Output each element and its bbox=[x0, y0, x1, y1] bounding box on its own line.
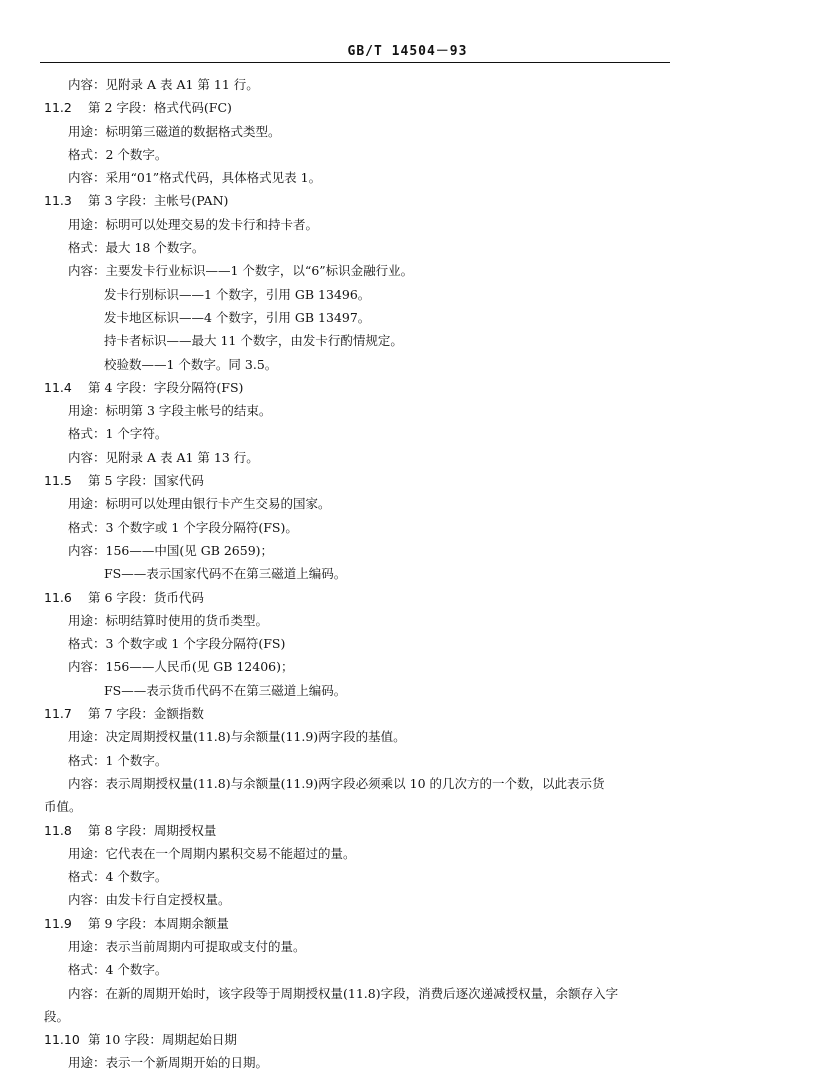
paragraph-line: 格式：4 个数字。 bbox=[68, 869, 168, 885]
section-heading bbox=[0, 189, 815, 212]
section-number: 11.2 bbox=[44, 100, 72, 116]
paragraph-line: 格式：2 个数字。 bbox=[68, 146, 168, 162]
paragraph-line: 内容：见附录 A 表 A1 第 13 行。 bbox=[68, 449, 259, 465]
section-title: 第 10 字段：周期起始日期 bbox=[88, 1032, 237, 1048]
section-title: 第 2 字段：格式代码(FC) bbox=[88, 100, 232, 116]
paragraph-line: 格式：1 个数字。 bbox=[68, 752, 168, 768]
paragraph-line: 内容：采用“01”格式代码，具体格式见表 1。 bbox=[68, 170, 322, 186]
section-number: 11.7 bbox=[44, 706, 72, 722]
paragraph-line: 内容：156——中国(见 GB 2659)； bbox=[68, 542, 274, 558]
paragraph-line: 内容：由发卡行自定授权量。 bbox=[68, 892, 231, 908]
header-rule bbox=[40, 62, 670, 63]
section-number: 11.10 bbox=[44, 1032, 80, 1048]
sub-item-line: FS——表示国家代码不在第三磁道上编码。 bbox=[104, 566, 347, 582]
continuation-line: 段。 bbox=[44, 1008, 70, 1024]
paragraph-line: 格式：3 个数字或 1 个字段分隔符(FS)。 bbox=[68, 519, 298, 535]
paragraph-line: 用途：标明第 3 字段主帐号的结束。 bbox=[68, 403, 272, 419]
paragraph-line: 内容：在新的周期开始时，该字段等于周期授权量(11.8)字段，消费后逐次递减授权量，余额存入字 bbox=[68, 985, 619, 1001]
paragraph-line: 内容：表示周期授权量(11.8)与余额量(11.9)两字段必须乘以 10 的几次方的一个数，以此表示货 bbox=[68, 775, 605, 791]
sub-item-line: FS——表示货币代码不在第三磁道上编码。 bbox=[104, 682, 347, 698]
standard-header: GB/T 14504－93 bbox=[347, 44, 468, 59]
sub-item-line: 发卡行别标识——1 个数字，引用 GB 13496。 bbox=[104, 286, 371, 302]
section-title: 第 3 字段：主帐号(PAN) bbox=[88, 193, 229, 209]
section-heading bbox=[0, 586, 815, 609]
paragraph-line: 格式：最大 18 个数字。 bbox=[68, 240, 205, 256]
section-heading bbox=[0, 819, 815, 842]
section-title: 第 5 字段：国家代码 bbox=[88, 473, 204, 489]
section-heading bbox=[0, 1028, 815, 1051]
section-number: 11.4 bbox=[44, 379, 72, 395]
continuation-line: 币值。 bbox=[44, 799, 82, 815]
paragraph-line: 格式：3 个数字或 1 个字段分隔符(FS) bbox=[68, 636, 286, 652]
document-body bbox=[0, 73, 815, 1075]
paragraph-line: 用途：表示当前周期内可提取或支付的量。 bbox=[68, 938, 306, 954]
section-heading bbox=[0, 912, 815, 935]
section-number: 11.5 bbox=[44, 473, 72, 489]
paragraph-line: 内容：156——人民币(见 GB 12406)； bbox=[68, 659, 294, 675]
section-heading bbox=[0, 376, 815, 399]
paragraph-line: 内容：主要发卡行业标识——1 个数字，以“6”标识金融行业。 bbox=[68, 263, 414, 279]
sub-item-line: 校验数——1 个数字。同 3.5。 bbox=[104, 356, 278, 372]
section-title: 第 9 字段：本周期余额量 bbox=[88, 915, 229, 931]
paragraph-line: 用途：表示一个新周期开始的日期。 bbox=[68, 1055, 269, 1071]
sub-item-line: 发卡地区标识——4 个数字，引用 GB 13497。 bbox=[104, 309, 371, 325]
section-number: 11.9 bbox=[44, 915, 72, 931]
section-title: 第 7 字段：金额指数 bbox=[88, 706, 204, 722]
section-title: 第 6 字段：货币代码 bbox=[88, 589, 204, 605]
section-number: 11.6 bbox=[44, 589, 72, 605]
section-title: 第 4 字段：字段分隔符(FS) bbox=[88, 379, 244, 395]
paragraph-line: 格式：4 个数字。 bbox=[68, 962, 168, 978]
paragraph-line: 用途：标明第三磁道的数据格式类型。 bbox=[68, 123, 281, 139]
paragraph-line: 用途：它代表在一个周期内累积交易不能超过的量。 bbox=[68, 845, 356, 861]
sub-item-line: 持卡者标识——最大 11 个数字，由发卡行酌情规定。 bbox=[104, 333, 403, 349]
section-number: 11.3 bbox=[44, 193, 72, 209]
paragraph-line: 用途：标明可以处理由银行卡产生交易的国家。 bbox=[68, 496, 331, 512]
paragraph-line: 格式：1 个字符。 bbox=[68, 426, 168, 442]
paragraph-line: 用途：决定周期授权量(11.8)与余额量(11.9)两字段的基值。 bbox=[68, 729, 406, 745]
paragraph-line: 用途：标明结算时使用的货币类型。 bbox=[68, 612, 269, 628]
section-heading bbox=[0, 96, 815, 119]
section-title: 第 8 字段：周期授权量 bbox=[88, 822, 217, 838]
section-heading bbox=[0, 702, 815, 725]
paragraph-line: 内容：见附录 A 表 A1 第 11 行。 bbox=[68, 77, 259, 92]
section-heading bbox=[0, 469, 815, 492]
section-number: 11.8 bbox=[44, 822, 72, 838]
paragraph-line: 用途：标明可以处理交易的发卡行和持卡者。 bbox=[68, 216, 319, 232]
